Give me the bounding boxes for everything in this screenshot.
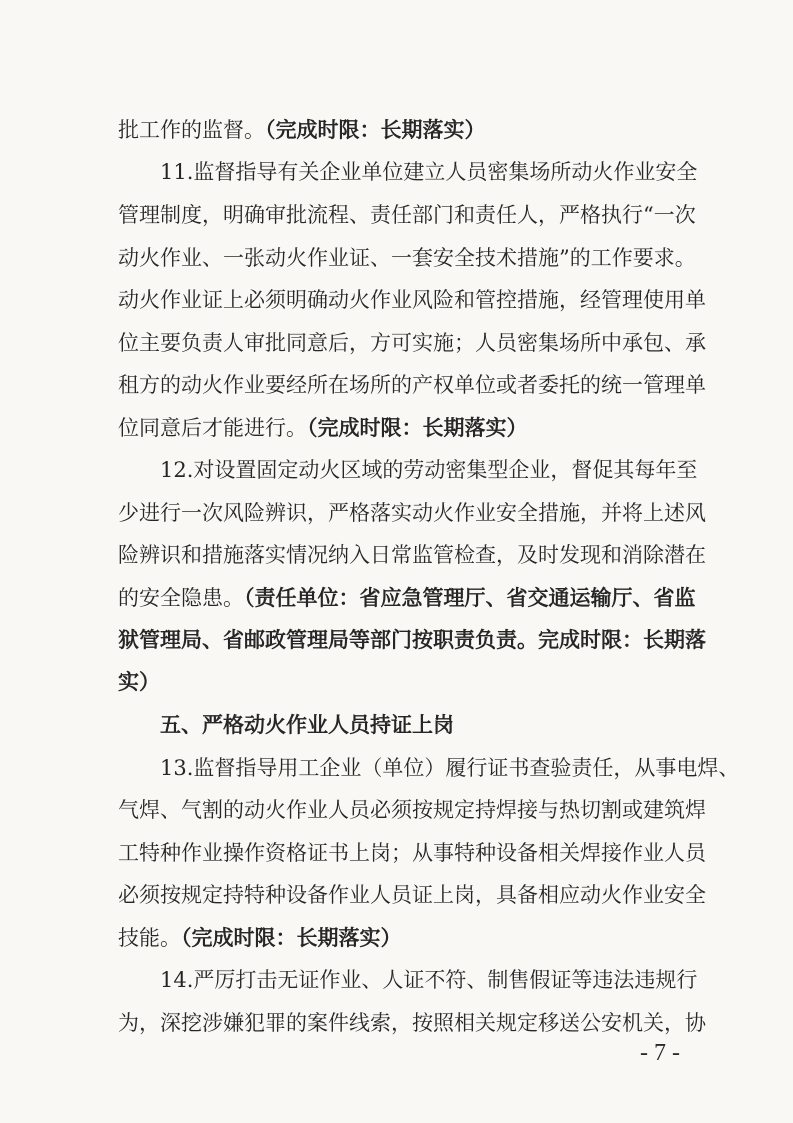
text-line: 技能。（完成时限：长期落实） <box>118 925 402 950</box>
page-number: - 7 - <box>640 1040 680 1066</box>
text-line: 的安全隐患。（责任单位：省应急管理厅、省交通运输厅、省监 <box>118 585 696 610</box>
text-line: 险辨识和措施落实情况纳入日常监管检查，及时发现和消除潜在 <box>118 543 706 567</box>
text-line: 实） <box>118 669 160 694</box>
text-line: 管理制度，明确审批流程、责任部门和责任人，严格执行“一次 <box>118 203 696 227</box>
text-line: 为，深挖涉嫌犯罪的案件线索，按照相关规定移送公安机关，协 <box>118 1011 706 1035</box>
text-line: 气焊、气割的动火作业人员必须按规定持焊接与热切割或建筑焊 <box>118 798 706 822</box>
text-line: 批工作的监督。（完成时限：长期落实） <box>118 117 486 142</box>
paragraph-14-start: 14.严厉打击无证作业、人证不符、制售假证等违法违规行 <box>160 968 698 992</box>
section-heading: 五、严格动火作业人员持证上岗 <box>160 712 454 737</box>
paragraph-13-start: 13.监督指导用工企业（单位）履行证书查验责任，从事电焊、 <box>160 756 740 780</box>
text-line: 工特种作业操作资格证书上岗；从事特种设备相关焊接作业人员 <box>118 841 706 865</box>
text-line: 租方的动火作业要经所在场所的产权单位或者委托的统一管理单 <box>118 373 706 397</box>
text-line: 动火作业、一张动火作业证、一套安全技术措施”的工作要求。 <box>118 246 696 270</box>
text-line: 狱管理局、省邮政管理局等部门按职责负责。完成时限：长期落 <box>118 627 706 652</box>
text-line: 必须按规定持特种设备作业人员证上岗，具备相应动火作业安全 <box>118 883 706 907</box>
text-line: 少进行一次风险辨识，严格落实动火作业安全措施，并将上述风 <box>118 501 706 525</box>
text-line: 动火作业证上必须明确动火作业风险和管控措施，经管理使用单 <box>118 288 706 312</box>
text-line: 位同意后才能进行。（完成时限：长期落实） <box>118 415 528 440</box>
text-line: 位主要负责人审批同意后，方可实施；人员密集场所中承包、承 <box>118 331 706 355</box>
paragraph-11-start: 11.监督指导有关企业单位建立人员密集场所动火作业安全 <box>160 160 698 184</box>
paragraph-12-start: 12.对设置固定动火区域的劳动密集型企业，督促其每年至 <box>160 458 698 482</box>
